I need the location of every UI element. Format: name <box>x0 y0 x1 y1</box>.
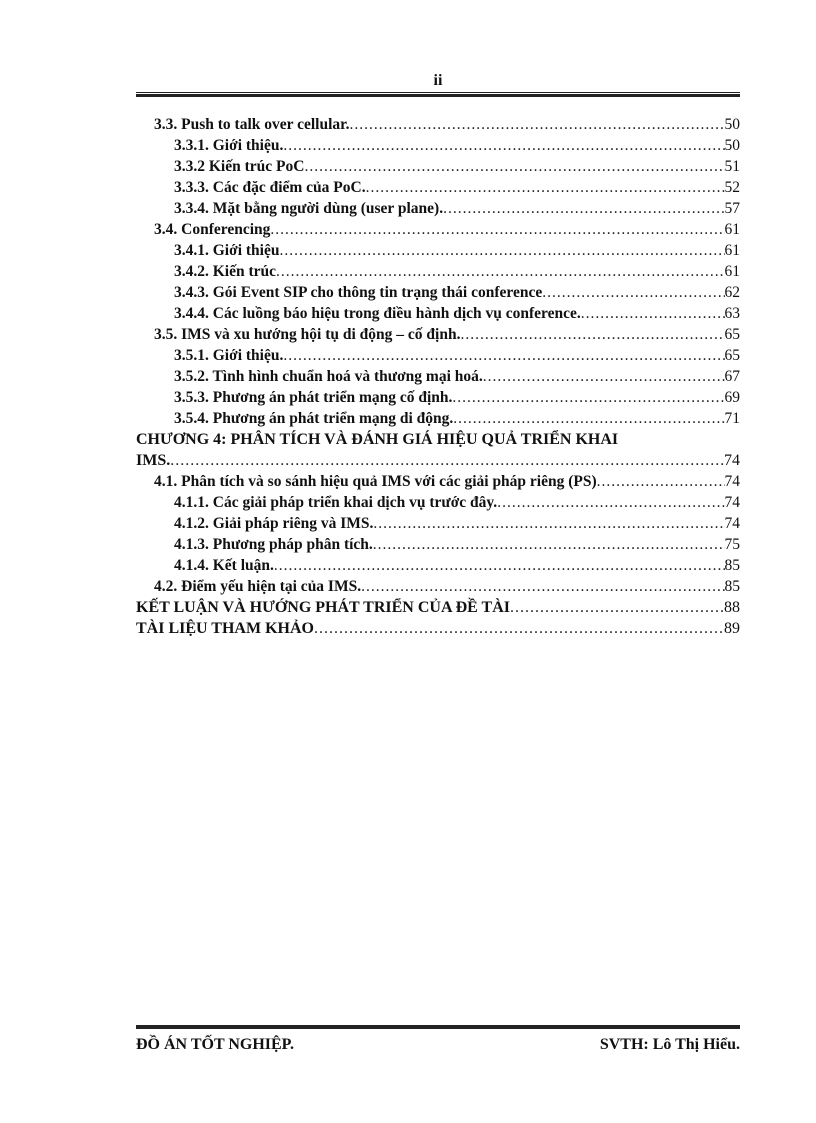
toc-entry[interactable] <box>136 618 740 639</box>
toc-page-number: 74 <box>724 473 740 490</box>
toc-leader-dots <box>373 534 725 555</box>
toc-leader-dots <box>283 135 724 156</box>
toc-entry-title: 4.1.2. Giải pháp riêng và IMS. <box>174 515 374 532</box>
toc-entry-title: 4.2. Điểm yếu hiện tại của IMS. <box>154 578 362 595</box>
toc-leader-dots <box>443 198 724 219</box>
toc-page-number: 74 <box>724 494 740 511</box>
toc-leader-dots <box>483 366 725 387</box>
toc-entry-title: 3.5. IMS và xu hướng hội tụ di động – cố định. <box>154 326 461 343</box>
toc-page-number: 85 <box>724 578 740 595</box>
toc-leader-dots <box>452 387 724 408</box>
toc-entry[interactable] <box>136 387 740 408</box>
toc-entry[interactable] <box>136 492 740 513</box>
toc-page-number: 51 <box>724 158 740 175</box>
toc-entry[interactable] <box>136 576 740 597</box>
toc-leader-dots <box>283 345 724 366</box>
toc-entry-title: 3.3. Push to talk over cellular. <box>154 116 350 133</box>
toc-entry[interactable] <box>136 198 740 219</box>
toc-leader-dots <box>314 618 724 639</box>
toc-entry-title: KẾT LUẬN VÀ HƯỚNG PHÁT TRIỂN CỦA ĐỀ TÀI <box>136 599 510 616</box>
toc-page-number: 74 <box>724 515 740 532</box>
toc-page-number: 74 <box>724 452 740 469</box>
toc-entry-title: 3.5.1. Giới thiệu. <box>174 347 284 364</box>
toc-page-number: 57 <box>724 200 740 217</box>
table-of-contents <box>136 114 740 639</box>
toc-entry-title: 4.1. Phân tích và so sánh hiệu quả IMS với các giải pháp riêng (PS) <box>154 473 597 490</box>
toc-page-number: 50 <box>724 116 740 133</box>
toc-leader-dots <box>373 513 724 534</box>
toc-entry[interactable] <box>136 513 740 534</box>
toc-entry[interactable] <box>136 135 740 156</box>
toc-page-number: 75 <box>724 536 740 553</box>
toc-entry[interactable] <box>136 597 740 618</box>
toc-entry[interactable] <box>136 282 740 303</box>
toc-page-number: 61 <box>724 263 740 280</box>
toc-leader-dots <box>276 261 724 282</box>
toc-entry[interactable] <box>136 177 740 198</box>
toc-entry[interactable] <box>136 156 740 177</box>
toc-entry-title: 3.4.3. Gói Event SIP cho thông tin trạng thái conference <box>174 284 543 301</box>
toc-entry[interactable] <box>136 303 740 324</box>
toc-entry-title: 3.4. Conferencing <box>154 221 271 238</box>
toc-leader-dots <box>361 576 724 597</box>
toc-entry-title: 3.4.1. Giới thiệu <box>174 242 280 259</box>
toc-page-number: 71 <box>724 410 740 427</box>
toc-entry-title: 3.5.3. Phương án phát triển mạng cố định. <box>174 389 453 406</box>
toc-entry-title: 3.3.3. Các đặc điểm của PoC. <box>174 179 366 196</box>
page-number: ii <box>433 72 443 89</box>
toc-leader-dots <box>349 114 724 135</box>
header-rule <box>136 92 740 97</box>
toc-leader-dots <box>279 240 724 261</box>
toc-entry-title: 3.3.1. Giới thiệu. <box>174 137 284 154</box>
toc-entry[interactable] <box>136 450 740 471</box>
toc-leader-dots <box>497 492 724 513</box>
toc-entry[interactable] <box>136 366 740 387</box>
toc-entry-title: 3.3.4. Mặt bằng người dùng (user plane). <box>174 200 444 217</box>
toc-leader-dots <box>366 177 725 198</box>
toc-leader-dots <box>274 555 725 576</box>
toc-entry[interactable] <box>136 240 740 261</box>
toc-leader-dots <box>510 597 724 618</box>
toc-leader-dots <box>304 156 724 177</box>
toc-leader-dots <box>460 324 724 345</box>
footer-author: SVTH: Lô Thị Hiểu. <box>599 1036 740 1053</box>
toc-entry-title: 3.4.2. Kiến trúc <box>174 263 277 280</box>
toc-page-number: 63 <box>724 305 740 322</box>
toc-page-number: 67 <box>724 368 740 385</box>
toc-entry[interactable] <box>136 114 740 135</box>
toc-entry-title: 4.1.1. Các giải pháp triển khai dịch vụ trước đây. <box>174 494 498 511</box>
footer-rule <box>136 1024 740 1029</box>
toc-leader-dots <box>453 408 724 429</box>
toc-page-number: 65 <box>724 326 740 343</box>
toc-leader-dots <box>581 303 725 324</box>
toc-page-number: 52 <box>724 179 740 196</box>
toc-entry-title: 3.5.2. Tình hình chuẩn hoá và thương mại hoá. <box>174 368 483 385</box>
toc-entry[interactable] <box>136 219 740 240</box>
toc-entry[interactable] <box>136 261 740 282</box>
toc-entry[interactable] <box>136 555 740 576</box>
toc-entry[interactable] <box>136 345 740 366</box>
toc-entry-title: IMS. <box>136 452 171 469</box>
toc-entry[interactable] <box>136 408 740 429</box>
toc-entry-title: 3.4.4. Các luồng báo hiệu trong điều hành dịch vụ conference. <box>174 305 581 322</box>
footer-title: ĐỒ ÁN TỐT NGHIỆP. <box>136 1036 294 1053</box>
toc-page-number: 61 <box>724 242 740 259</box>
toc-page-number: 89 <box>724 620 740 637</box>
toc-page-number: 61 <box>724 221 740 238</box>
toc-page-number: 62 <box>724 284 740 301</box>
toc-page-number: 88 <box>724 599 740 616</box>
toc-entry-title: 3.5.4. Phương án phát triển mạng di động. <box>174 410 454 427</box>
toc-page-number: 85 <box>724 557 740 574</box>
toc-entry[interactable] <box>136 471 740 492</box>
toc-page-number: 50 <box>724 137 740 154</box>
toc-leader-dots <box>270 219 724 240</box>
footer <box>136 1036 740 1054</box>
toc-entry-title: 4.1.3. Phương pháp phân tích. <box>174 536 373 553</box>
toc-leader-dots <box>597 471 725 492</box>
toc-entry-title: 3.3.2 Kiến trúc PoC <box>174 158 305 175</box>
toc-entry-heading[interactable]: CHƯƠNG 4: PHÂN TÍCH VÀ ĐÁNH GIÁ HIỆU QUẢ TRIỂN KHAI <box>136 431 619 448</box>
toc-leader-dots <box>542 282 724 303</box>
toc-page-number: 65 <box>724 347 740 364</box>
toc-entry[interactable] <box>136 534 740 555</box>
toc-entry-title: 4.1.4. Kết luận. <box>174 557 274 574</box>
toc-entry[interactable] <box>136 324 740 345</box>
toc-leader-dots <box>170 450 724 471</box>
toc-page-number: 69 <box>724 389 740 406</box>
toc-entry-title: TÀI LIỆU THAM KHẢO <box>136 620 314 637</box>
